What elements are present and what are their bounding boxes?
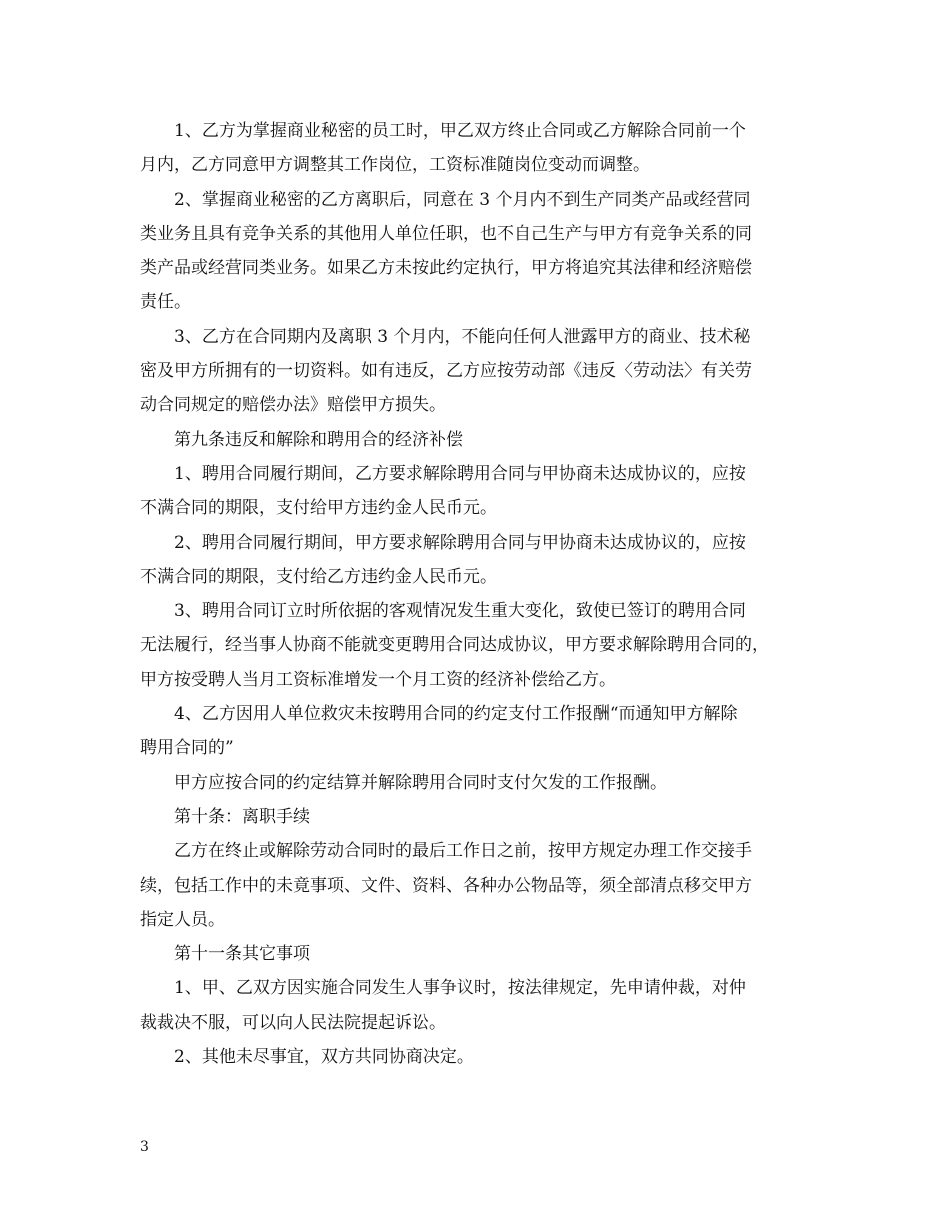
paragraph-line: 3、聘用合同订立时所依据的客观情况发生重大变化，致使已签订的聘用合同	[174, 601, 746, 622]
section-heading: 第十一条其它事项	[174, 944, 310, 965]
page-number: 3	[140, 1139, 149, 1155]
paragraph-line: 2、其他未尽事宜，双方共同协商决定。	[174, 1047, 474, 1068]
paragraph-line: 1、聘用合同履行期间，乙方要求解除聘用合同与甲协商未达成协议的，应按	[174, 463, 746, 484]
section-heading: 第十条：离职手续	[174, 806, 310, 827]
paragraph-line: 3、乙方在合同期内及离职 3 个月内，不能向任何人泄露甲方的商业、技术秘	[174, 326, 751, 347]
paragraph-line: 甲方应按合同的约定结算并解除聘用合同时支付欠发的工作报酬。	[174, 772, 667, 793]
paragraph-line: 责任。	[140, 292, 191, 313]
paragraph-line: 乙方在终止或解除劳动合同时的最后工作日之前，按甲方规定办理工作交接手	[174, 841, 752, 862]
document-body	[140, 117, 820, 1077]
paragraph-line: 密及甲方所拥有的一切资料。如有违反，乙方应按劳动部《违反〈劳动法〉有关劳	[140, 361, 752, 382]
paragraph-line: 2、掌握商业秘密的乙方离职后，同意在 3 个月内不到生产同类产品或经营同	[174, 189, 751, 210]
section-heading: 第九条违反和解除和聘用合的经济补偿	[174, 429, 463, 450]
paragraph-line: 月内，乙方同意甲方调整其工作岗位，工资标准随岗位变动而调整。	[140, 155, 650, 176]
paragraph-line: 无法履行，经当事人协商不能就变更聘用合同达成协议，甲方要求解除聘用合同的，	[140, 635, 769, 656]
paragraph-line: 4、乙方因用人单位救灾未按聘用合同的约定支付工作报酬“而通知甲方解除	[174, 704, 738, 725]
paragraph-line: 聘用合同的”	[140, 738, 234, 759]
paragraph-line: 不满合同的期限，支付给乙方违约金人民币元。	[140, 566, 497, 587]
paragraph-line: 裁裁决不服，可以向人民法院提起诉讼。	[140, 1012, 446, 1033]
paragraph-line: 指定人员。	[140, 909, 225, 930]
paragraph-line: 甲方按受聘人当月工资标准增发一个月工资的经济补偿给乙方。	[140, 669, 616, 690]
paragraph-line: 1、甲、乙双方因实施合同发生人事争议时，按法律规定，先申请仲裁，对仲	[174, 978, 746, 999]
paragraph-line: 动合同规定的赔偿办法》赔偿甲方损失。	[140, 395, 446, 416]
paragraph-line: 不满合同的期限，支付给甲方违约金人民币元。	[140, 498, 497, 519]
paragraph-line: 类产品或经营同类业务。如果乙方未按此约定执行，甲方将追究其法律和经济赔偿	[140, 258, 752, 279]
paragraph-line: 1、乙方为掌握商业秘密的员工时，甲乙双方终止合同或乙方解除合同前一个	[174, 121, 746, 141]
paragraph-line: 续，包括工作中的未竟事项、文件、资料、各种办公物品等，须全部清点移交甲方	[140, 875, 752, 896]
paragraph-line: 类业务且具有竞争关系的其他用人单位任职，也不自己生产与甲方有竞争关系的同	[140, 223, 752, 244]
paragraph-line: 2、聘用合同履行期间，甲方要求解除聘用合同与甲协商未达成协议的，应按	[174, 532, 746, 553]
